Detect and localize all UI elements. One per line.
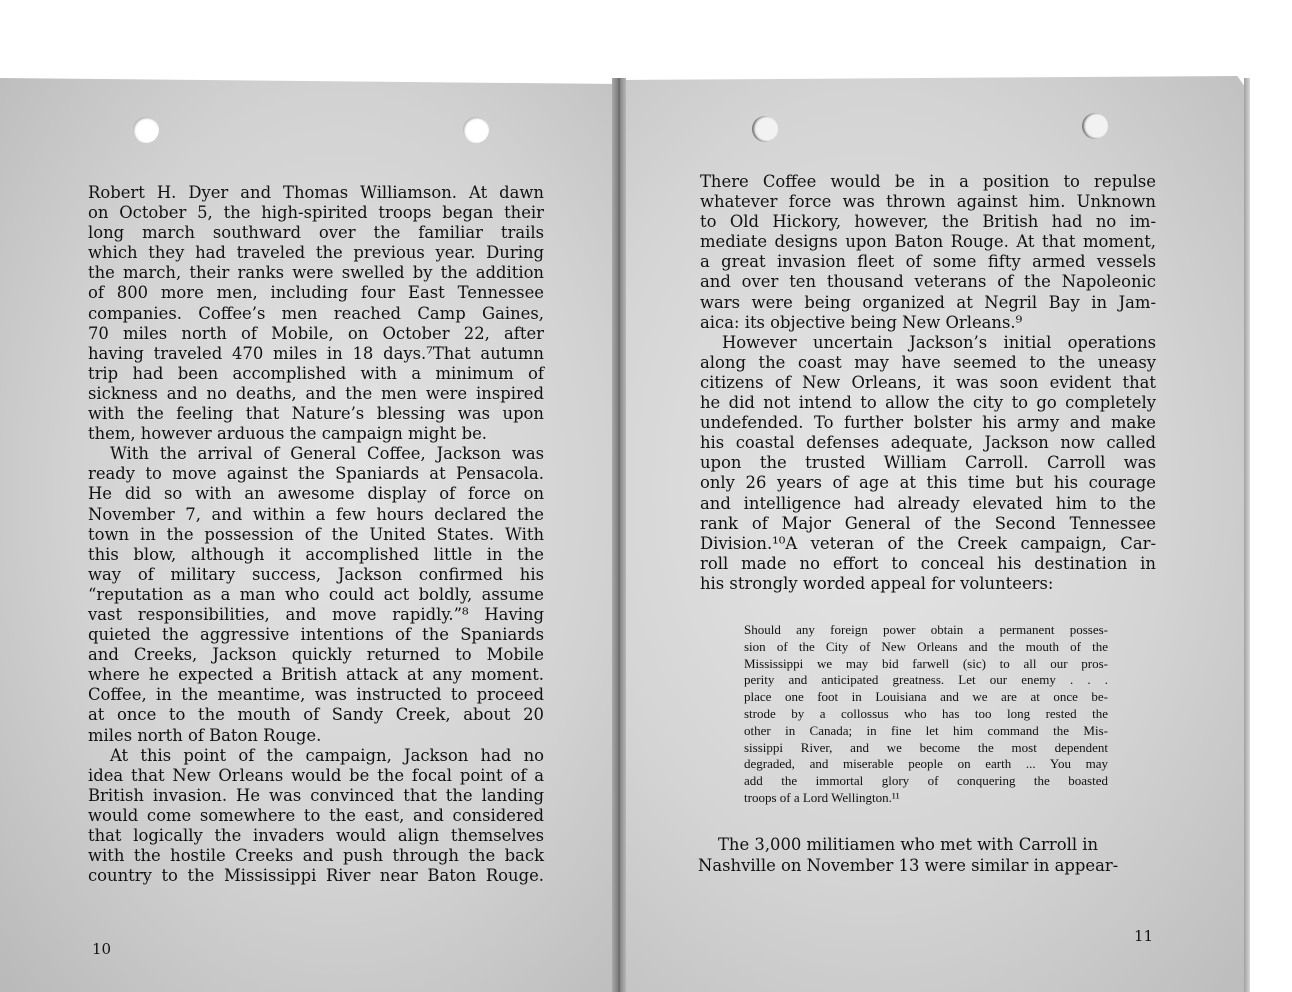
binding-hole-right-2 bbox=[1082, 113, 1108, 139]
quote-line: degraded, and miserable people on earth ... You may bbox=[744, 756, 1108, 772]
text-line: However uncertain Jackson’s initial operations bbox=[722, 332, 1156, 352]
text-line: and over ten thousand veterans of the Napoleonic bbox=[700, 272, 1156, 292]
text-line: sickness and no deaths, and the men were inspired bbox=[88, 383, 544, 403]
text-line: having traveled 470 miles in 18 days.⁷That autumn bbox=[88, 343, 544, 363]
text-line: the march, their ranks were swelled by the addition bbox=[88, 263, 544, 283]
text-line: on October 5, the high-spirited troops began their bbox=[88, 203, 544, 223]
quote-line: sion of the City of New Orleans and the mouth of the bbox=[744, 638, 1108, 654]
text-line: At this point of the campaign, Jackson had no bbox=[110, 745, 544, 765]
binding-hole-right-1 bbox=[752, 116, 778, 142]
text-line: trip had been accomplished with a minimum of bbox=[88, 363, 544, 383]
quote-line: strode by a collossus who has too long rested the bbox=[744, 705, 1108, 721]
text-line: quieted the aggressive intentions of the Spaniards bbox=[88, 625, 544, 645]
quote-line: troops of a Lord Wellington.¹¹ bbox=[744, 789, 900, 805]
text-line: idea that New Orleans would be the focal point of a bbox=[88, 765, 544, 785]
text-line: his coastal defenses adequate, Jackson now called bbox=[700, 433, 1156, 453]
text-line: companies. Coffee’s men reached Camp Gaines, bbox=[88, 303, 544, 323]
text-line: whatever force was thrown against him. Unknown bbox=[700, 192, 1156, 212]
page-number-left: 10 bbox=[92, 940, 112, 958]
page-number-right: 11 bbox=[1134, 927, 1154, 945]
text-line: his strongly worded appeal for volunteers: bbox=[700, 573, 1054, 593]
text-line: that logically the invaders would align themselves bbox=[88, 826, 544, 845]
text-line: this blow, although it accomplished little in the bbox=[88, 544, 544, 564]
text-line: way of military success, Jackson confirmed his bbox=[88, 564, 544, 584]
text-line: along the coast may have seemed to the uneasy bbox=[700, 352, 1156, 372]
text-line: ready to move against the Spaniards at Pensacola. bbox=[88, 464, 544, 484]
text-line: miles north of Baton Rouge. bbox=[88, 725, 322, 745]
text-line: undefended. To further bolster his army and make bbox=[700, 413, 1156, 433]
text-line: November 7, and within a few hours declared the bbox=[88, 504, 544, 524]
text-line: “reputation as a man who could act boldly, assume bbox=[88, 584, 544, 604]
text-line: 70 miles north of Mobile, on October 22, after bbox=[88, 323, 544, 343]
text-line: of 800 more men, including four East Tennessee bbox=[88, 283, 544, 303]
text-line: where he expected a British attack at any moment. bbox=[88, 665, 544, 685]
book-gutter bbox=[612, 78, 626, 992]
text-line: Division.¹⁰A veteran of the Creek campaign, Car- bbox=[700, 533, 1156, 553]
text-line: and Creeks, Jackson quickly returned to Mobile bbox=[88, 645, 544, 665]
text-line: long march southward over the familiar trails bbox=[88, 223, 544, 243]
text-line: He did so with an awesome display of force on bbox=[88, 484, 544, 504]
quote-line: sissippi River, and we become the most dependent bbox=[744, 739, 1108, 755]
text-line: upon the trusted William Carroll. Carroll was bbox=[700, 453, 1156, 473]
left-page-body bbox=[88, 183, 544, 886]
quote-line: perity and anticipated greatness. Let our enemy . . . bbox=[744, 672, 1108, 688]
text-line: only 26 years of age at this time but his courage bbox=[700, 473, 1156, 493]
text-line: Coffee, in the meantime, was instructed to proceed bbox=[88, 685, 544, 705]
text-line: wars were being organized at Negril Bay in Jam- bbox=[700, 292, 1156, 312]
text-line: a great invasion fleet of some fifty armed vessels bbox=[700, 252, 1156, 272]
text-line: Robert H. Dyer and Thomas Williamson. At dawn bbox=[88, 183, 544, 202]
text-line: citizens of New Orleans, it was soon evident that bbox=[700, 372, 1156, 392]
text-line: aica: its objective being New Orleans.⁹ bbox=[700, 312, 1023, 332]
text-line: rank of Major General of the Second Tennessee bbox=[700, 513, 1156, 533]
text-line: and intelligence had already elevated him to the bbox=[700, 493, 1156, 513]
text-line: With the arrival of General Coffee, Jackson was bbox=[110, 444, 544, 464]
quote-line: add the immortal glory of conquering the boasted bbox=[744, 773, 1108, 789]
text-line: he did not intend to allow the city to go completely bbox=[700, 393, 1156, 413]
text-line: British invasion. He was convinced that the landing bbox=[88, 785, 544, 805]
text-line: There Coffee would be in a position to repulse bbox=[700, 172, 1156, 191]
text-line: country to the Mississippi River near Baton Rouge. bbox=[88, 866, 544, 886]
quote-line: place one foot in Louisiana and we are at once be- bbox=[744, 689, 1108, 705]
text-line: vast responsibilities, and move rapidly.”⁸ Having bbox=[88, 604, 544, 624]
quote-line: Should any foreign power obtain a permanent posses- bbox=[744, 622, 1108, 637]
text-line: town in the possession of the United States. With bbox=[88, 524, 544, 544]
block-quote bbox=[744, 622, 1108, 807]
quote-line: Mississippi we may bid farwell (sic) to all our pros- bbox=[744, 655, 1108, 671]
text-line: them, however arduous the campaign might be. bbox=[88, 424, 488, 444]
right-page-closing-text bbox=[698, 834, 1156, 876]
text-line: which they had traveled the previous year. During bbox=[88, 243, 544, 263]
text-line: The 3,000 militiamen who met with Carroll in bbox=[718, 835, 1099, 854]
binding-hole-left-1 bbox=[133, 117, 159, 143]
text-line: at once to the mouth of Sandy Creek, about 20 bbox=[88, 705, 544, 725]
quote-line: other in Canada; in fine let him command the Mis- bbox=[744, 722, 1108, 738]
text-line: with the hostile Creeks and push through the back bbox=[88, 846, 544, 866]
binding-hole-left-2 bbox=[463, 117, 489, 143]
page-edge bbox=[1244, 78, 1250, 992]
text-line: roll made no effort to conceal his destination in bbox=[700, 553, 1156, 573]
right-page-body bbox=[700, 172, 1156, 594]
text-line: mediate designs upon Baton Rouge. At that moment, bbox=[700, 232, 1156, 252]
text-line: Nashville on November 13 were similar in appear- bbox=[698, 856, 1119, 875]
text-line: would come somewhere to the east, and considered bbox=[88, 805, 544, 825]
text-line: to Old Hickory, however, the British had no im- bbox=[700, 212, 1156, 232]
text-line: with the feeling that Nature’s blessing was upon bbox=[88, 404, 544, 424]
